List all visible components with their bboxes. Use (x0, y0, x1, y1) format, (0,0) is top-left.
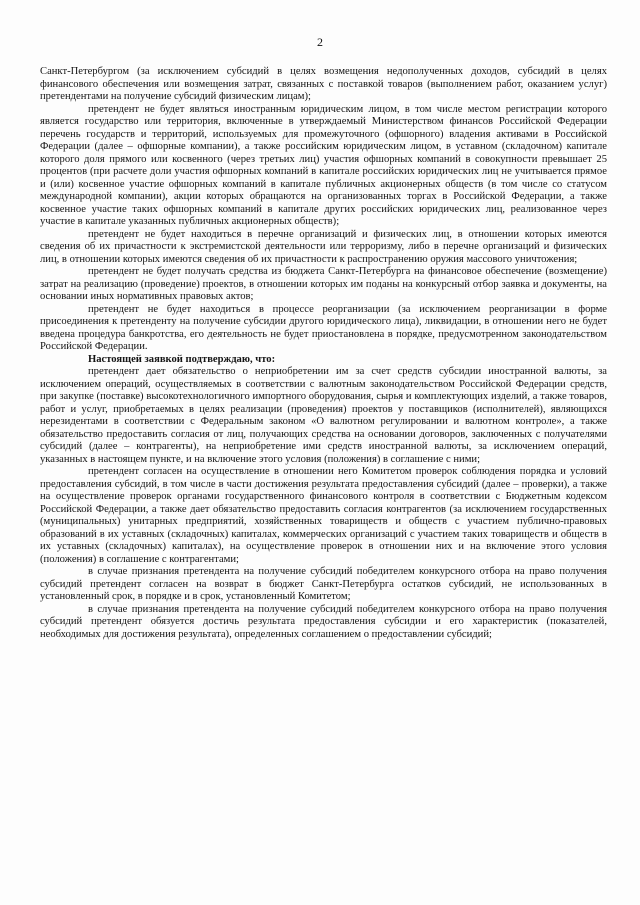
paragraph-refund: в случае признания претендента на получение субсидий победителем конкурсного отбора на право получения субсидий претендент согласен на возврат в бюджет Санкт-Петербурга остатков субсидий, не использованных в установленный срок, в порядке и в срок, установленный Комитетом; (40, 566, 607, 602)
page-number: 2 (317, 35, 323, 49)
paragraph-result-obligation: в случае признания претендента на получение субсидий победителем конкурсного отбора на право получения субсидий претендент обязуется достичь результата предоставления субсидии и его характеристик (показателей, необходимых для достижения результата), определенных соглашением о предоставлении субсидий; (40, 603, 607, 640)
document-body (40, 66, 607, 641)
paragraph-inspections: претендент согласен на осуществление в отношении него Комитетом проверок соблюдения порядка и условий предоставления субсидий, в том числе в части достижения результата предоставления субсидий (далее – проверки), а также на осуществление проверок органами государственного финансового контроля в соответствии с Бюджетным кодексом Российской Федерации, а также дает обязательство предоставить согласия контрагентов (за исключением государственных (муниципальных) унитарных предприятий, хозяйственных товариществ и обществ с участием публично-правовых образований в их уставных (складочных) капиталах, коммерческих организаций с участием таких товариществ и обществ в их уставных (складочных) капиталах), на осуществление проверок в отношении них и на включение этого условия (положения) в соглашение с контрагентами; (40, 466, 607, 565)
paragraph-reorganization: претендент не будет находиться в процессе реорганизации (за исключением реорганизации в форме присоединения к претенденту на получение субсидии другого юридического лица), ликвидации, в отношении него не будет введена процедура банкротства, его деятельность не будет приостановлена в порядке, предусмотренном законодательством Российской Федерации. (40, 303, 607, 352)
paragraph-continuation: Санкт-Петербургом (за исключением субсидий в целях возмещения недополученных доходов, субсидий в целях финансового обеспечения или возмещения затрат, связанных с поставкой товаров (выполнением работ, оказанием услуг) претендентами на получение субсидий физическим лицам); (40, 66, 607, 102)
section-heading-confirmation: Настоящей заявкой подтверждаю, что: (88, 353, 276, 365)
paragraph-extremism-list: претендент не будет находиться в перечне организаций и физических лиц, в отношении которых имеются сведения об их причастности к экстремистской деятельности или терроризму, либо в перечне организаций и физических лиц, в отношении которых имеются сведения об их причастности к распространению оружия массового уничтожения; (40, 228, 607, 265)
paragraph-budget-funds: претендент не будет получать средства из бюджета Санкт-Петербурга на финансовое обеспечение (возмещение) затрат на реализацию (проведение) проектов, в отношении которых им поданы на конкурсный отбор заявка и документы, на основании иных нормативных правовых актов; (40, 266, 607, 302)
paragraph-offshore: претендент не будет являться иностранным юридическим лицом, в том числе местом регистрации которого является государство или территория, включенные в утверждаемый Министерством финансов Российской Федерации перечень государств и территорий, используемых для промежуточного (офшорного) владения активами в Российской Федерации (далее – офшорные компании), а также российским юридическим лицом, в уставном (складочном) капитале которого доля прямого или косвенного (через третьих лиц) участия офшорных компаний в совокупности превышает 25 процентов (при расчете доли участия офшорных компаний в капитале российских юридических лиц не учитывается прямое и (или) косвенное участие офшорных компаний в капитале публичных акционерных обществ (в том числе со статусом международной компании), акции которых обращаются на организованных торгах в Российской Федерации, а также косвенное участие таких офшорных компаний в капитале других российских юридических лиц, реализованное через участие в капитале указанных публичных акционерных обществ); (40, 103, 607, 227)
paragraph-foreign-currency: претендент дает обязательство о неприобретении им за счет средств субсидии иностранной валюты, за исключением операций, осуществляемых в соответствии с валютным законодательством Российской Федерации средств, при закупке (поставке) высокотехнологичного импортного оборудования, сырья и комплектующих изделий, а также товаров, работ и услуг, приобретаемых в целях реализации (проведения) проектов у поставщиков (исполнителей), являющихся нерезидентами в соответствии с Федеральным законом «О валютном регулировании и валютном контроле», а также обязательство предоставить согласия от лиц, получающих средства на основании договоров, заключенных с получателями субсидий (далее – контрагенты), на неприобретение ими средств иностранной валюты, за исключением операций, указанных в настоящем пункте, и на включение этого условия (положения) в соглашение с ними; (40, 366, 607, 465)
